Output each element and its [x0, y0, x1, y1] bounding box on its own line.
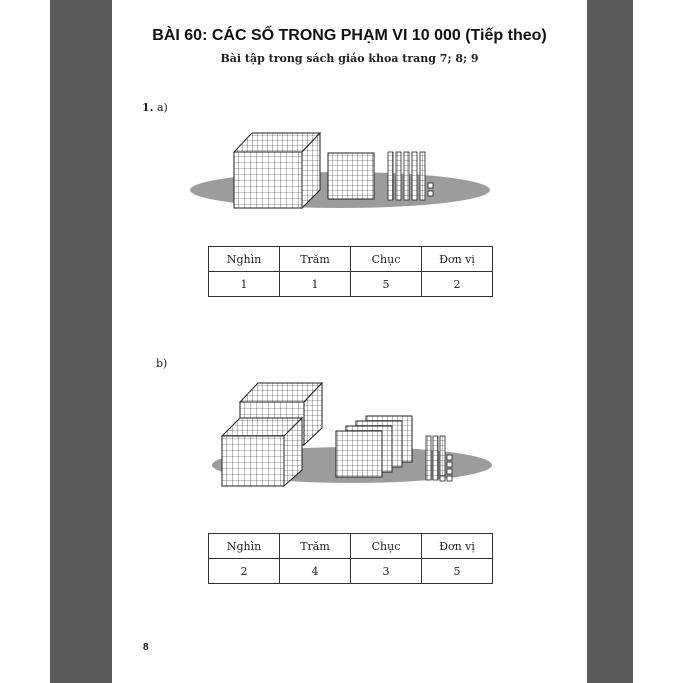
value-thousands: 2 [209, 559, 280, 584]
header-thousands: Nghìn [209, 247, 280, 272]
value-tens: 5 [351, 272, 422, 297]
document-page [112, 0, 587, 683]
value-hundreds: 1 [280, 272, 351, 297]
value-ones: 2 [422, 272, 493, 297]
tens-rods-b [426, 436, 445, 480]
lesson-subtitle: Bài tập trong sách giáo khoa trang 7; 8; 9 [220, 52, 479, 65]
header-ones: Đơn vị [422, 247, 493, 272]
header-tens: Chục [351, 247, 422, 272]
page-number: 8 [143, 642, 149, 653]
value-hundreds: 4 [280, 559, 351, 584]
left-margin-band [50, 0, 112, 683]
value-ones: 5 [422, 559, 493, 584]
lesson-title: BÀI 60: CÁC SỐ TRONG PHẠM VI 10 000 (Tiếp theo) [152, 27, 547, 44]
exercise-number: 1. [142, 101, 154, 114]
value-thousands: 1 [209, 272, 280, 297]
header-thousands: Nghìn [209, 534, 280, 559]
table-value-row [209, 559, 493, 584]
place-value-table-b [208, 533, 493, 584]
right-margin-band [587, 0, 633, 683]
header-hundreds: Trăm [280, 247, 351, 272]
header-ones: Đơn vị [422, 534, 493, 559]
value-tens: 3 [351, 559, 422, 584]
part-b-label: b) [156, 357, 168, 370]
part-a-label: a) [156, 101, 168, 114]
table-header-row [209, 534, 493, 559]
thousand-cube-b-bottom [222, 418, 302, 486]
header-tens: Chục [351, 534, 422, 559]
header-hundreds: Trăm [280, 534, 351, 559]
